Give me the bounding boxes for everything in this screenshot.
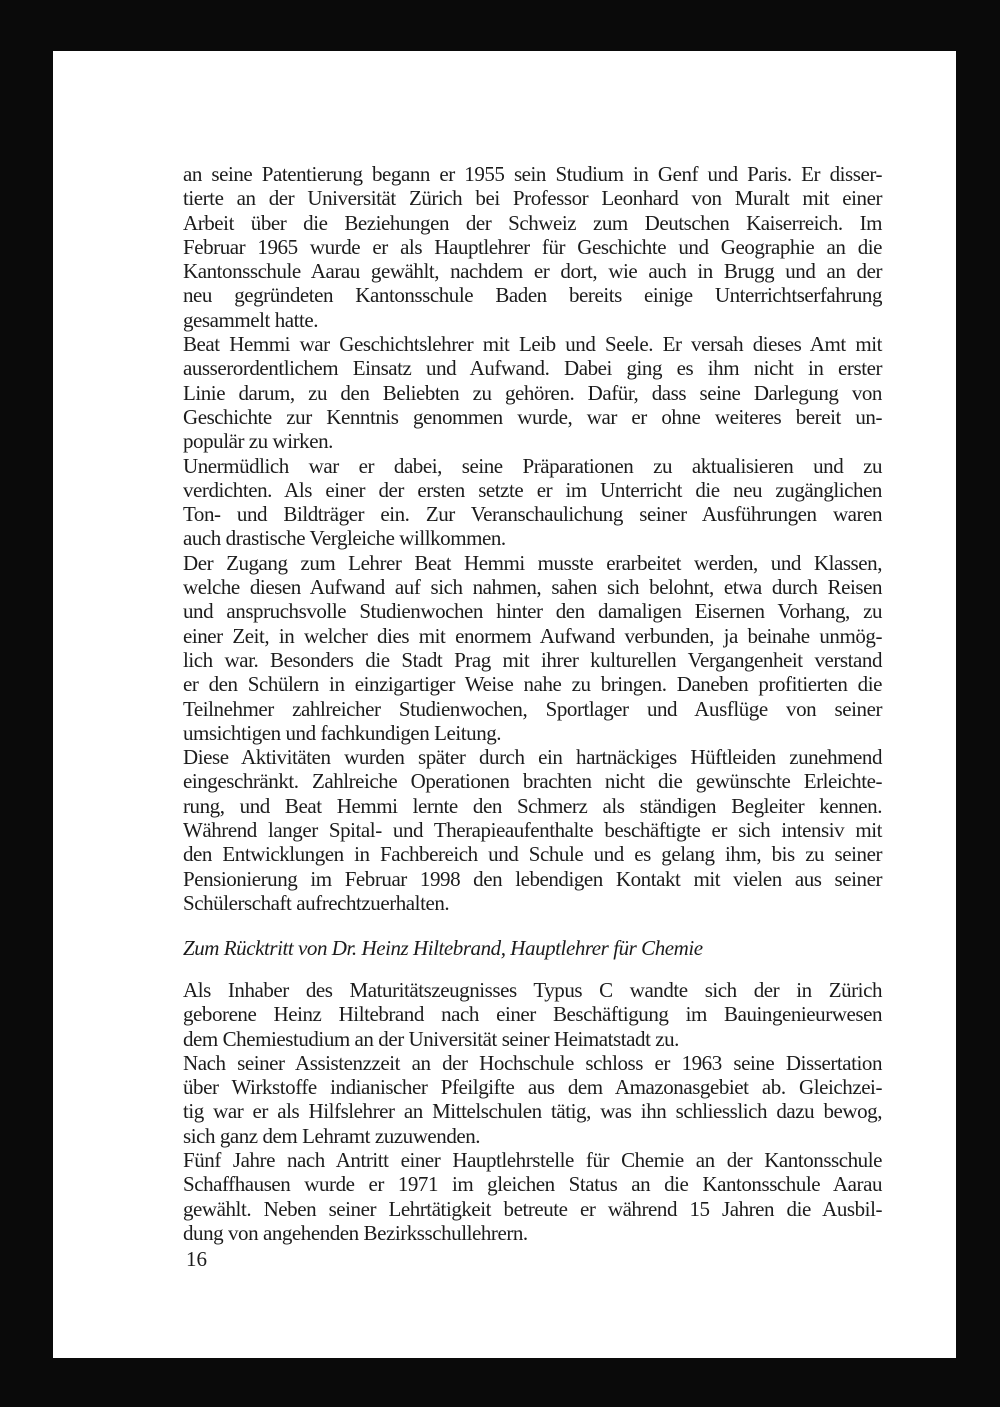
text-line: er den Schülern in einzigartiger Weise nahe zu bringen. Daneben profitierten die (183, 672, 882, 697)
text-line: Kantonsschule Aarau gewählt, nachdem er dort, wie auch in Brugg und an der (183, 259, 882, 284)
text-line: verdichten. Als einer der ersten setzte er im Unterricht die neu zugänglichen (183, 477, 882, 502)
text-line: den Entwicklungen in Fachbereich und Schule und es gelang ihm, bis zu seiner (183, 842, 882, 867)
text-line: Schülerschaft aufrechtzuerhalten. (183, 890, 450, 915)
text-line: welche diesen Aufwand auf sich nahmen, sahen sich belohnt, etwa durch Reisen (183, 575, 882, 600)
text-line: populär zu wirken. (183, 429, 333, 454)
text-line: Während langer Spital- und Therapieaufenthalte beschäftigte er sich intensiv mit (183, 818, 882, 843)
paragraph (183, 454, 882, 551)
text-line: neu gegründeten Kantonsschule Baden bereits einige Unterrichtserfahrung (183, 283, 882, 308)
text-line: Februar 1965 wurde er als Hauptlehrer für Geschichte und Geographie an die (183, 234, 882, 259)
text-line: ausserordentlichem Einsatz und Aufwand. Dabei ging es ihm nicht in erster (183, 356, 882, 381)
text-line: Als Inhaber des Maturitätszeugnisses Typus C wandte sich der in Zürich (183, 977, 882, 1002)
text-line: Nach seiner Assistenzzeit an der Hochschule schloss er 1963 seine Dissertation (183, 1050, 882, 1075)
text-line: tig war er als Hilfslehrer an Mittelschulen tätig, was ihn schliesslich dazu bewog, (183, 1099, 882, 1124)
text-line: an seine Patentierung begann er 1955 sein Studium in Genf und Paris. Er disser- (183, 162, 882, 186)
text-line: eingeschränkt. Zahlreiche Operationen brachten nicht die gewünschte Erleichte- (183, 769, 882, 794)
text-line: Pensionierung im Februar 1998 den lebendigen Kontakt mit vielen aus seiner (183, 866, 882, 891)
section-heinz-hiltebrand (183, 936, 882, 1245)
text-line: gewählt. Neben seiner Lehrtätigkeit betreute er während 15 Jahren die Ausbil- (183, 1196, 882, 1221)
paragraph (183, 745, 882, 915)
text-line: Teilnehmer zahlreicher Studienwochen, Sportlager und Ausflüge von seiner (183, 696, 882, 721)
text-line: Schaffhausen wurde er 1971 im gleichen Status an die Kantonsschule Aarau (183, 1172, 882, 1197)
section-heading: Zum Rücktritt von Dr. Heinz Hiltebrand, Hauptlehrer für Chemie (183, 936, 703, 961)
text-line: Fünf Jahre nach Antritt einer Hauptlehrstelle für Chemie an der Kantonsschule (183, 1148, 882, 1172)
text-line: und anspruchsvolle Studienwochen hinter den damaligen Eisernen Vorhang, zu (183, 599, 882, 624)
text-line: umsichtigen und fachkundigen Leitung. (183, 720, 502, 745)
text-line: Arbeit über die Beziehungen der Schweiz zum Deutschen Kaiserreich. Im (183, 210, 882, 235)
text-line: über Wirkstoffe indianischer Pfeilgifte aus dem Amazonasgebiet ab. Gleichzei- (183, 1075, 882, 1100)
text-block (183, 162, 882, 1245)
paragraph (183, 162, 882, 332)
text-line: Ton- und Bildträger ein. Zur Veranschaulichung seiner Ausführungen waren (183, 502, 882, 527)
text-line: Unermüdlich war er dabei, seine Präparationen zu aktualisieren und zu (183, 453, 882, 478)
text-line: geborene Heinz Hiltebrand nach einer Beschäftigung im Bauingenieurwesen (183, 1002, 882, 1027)
text-line: Der Zugang zum Lehrer Beat Hemmi musste erarbeitet werden, und Klassen, (183, 550, 882, 575)
text-line: sich ganz dem Lehramt zuzuwenden. (183, 1123, 481, 1148)
paragraph (183, 978, 882, 1051)
paragraph (183, 332, 882, 453)
text-line: gesammelt hatte. (183, 307, 319, 332)
text-line: dem Chemiestudium an der Universität seiner Heimatstadt zu. (183, 1026, 679, 1051)
text-line: Linie darum, zu den Beliebten zu gehören. Dafür, dass seine Darlegung von (183, 380, 882, 405)
paragraph (183, 1051, 882, 1148)
paragraph (183, 1148, 882, 1245)
section-beat-hemmi (183, 162, 882, 915)
text-line: dung von angehenden Bezirksschullehrern. (183, 1220, 528, 1245)
text-line: Diese Aktivitäten wurden später durch ein hartnäckiges Hüftleiden zunehmend (183, 745, 882, 770)
document-page (53, 51, 956, 1358)
text-line: rung, und Beat Hemmi lernte den Schmerz als ständigen Begleiter kennen. (183, 793, 882, 818)
text-line: auch drastische Vergleiche willkommen. (183, 526, 506, 551)
text-line: lich war. Besonders die Stadt Prag mit ihrer kulturellen Vergangenheit verstand (183, 647, 882, 672)
text-line: tierte an der Universität Zürich bei Professor Leonhard von Muralt mit einer (183, 186, 882, 211)
text-line: einer Zeit, in welcher dies mit enormem Aufwand verbunden, ja beinahe unmög- (183, 623, 882, 648)
page-number: 16 (186, 1247, 207, 1271)
text-line: Geschichte zur Kenntnis genommen wurde, war er ohne weiteres bereit un- (183, 404, 882, 429)
text-line: Beat Hemmi war Geschichtslehrer mit Leib und Seele. Er versah dieses Amt mit (183, 332, 882, 357)
paragraph (183, 551, 882, 745)
